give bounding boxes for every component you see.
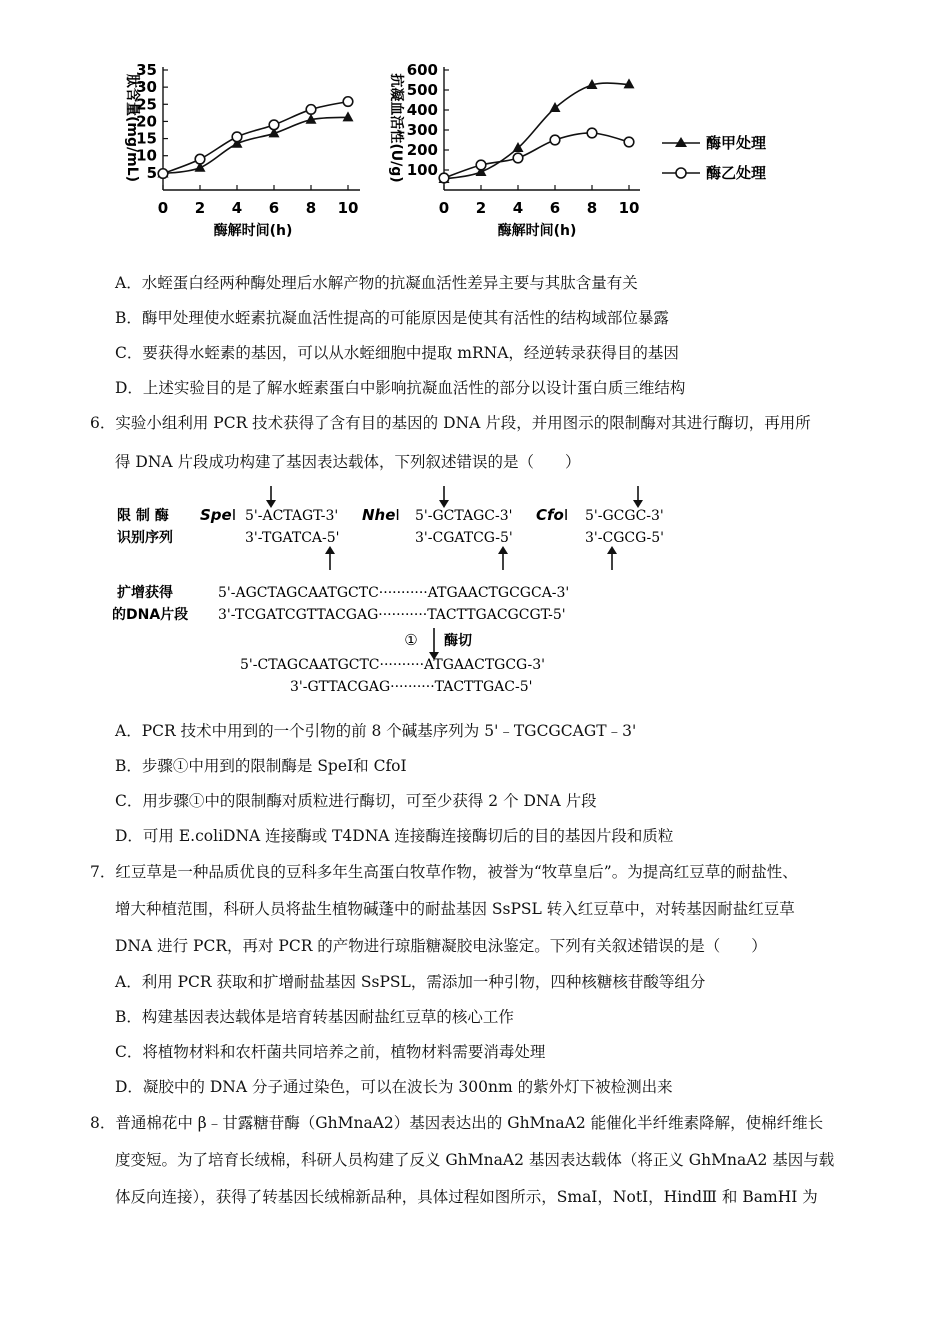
arrow-up-icon (607, 546, 617, 554)
series-line-triangle (444, 83, 629, 179)
data-point-circle (232, 132, 242, 142)
x-tick-label: 4 (512, 199, 524, 217)
anticoagulant-activity-chart (388, 61, 640, 239)
amplified-bottom-strand: 3'-TCGATCGTTACGAG···········TACTTGACGCGT-5' (218, 607, 566, 623)
amplified-label-line-2: 的DNA片段 (112, 607, 189, 623)
q6-option-b: B．步骤①中用到的限制酶是 SpeⅠ和 CfoⅠ (115, 757, 407, 775)
cfo-enzyme-name: CfoⅠ (536, 506, 569, 524)
cut-bottom-strand: 3'-GTTACGAG··········TACTTGAC-5' (290, 679, 533, 695)
q5-option-b: B．酶甲处理使水蛭素抗凝血活性提高的可能原因是使其有活性的结构域部位暴露 (115, 309, 669, 327)
data-point-circle (269, 120, 279, 130)
arrow-down-icon (266, 500, 276, 508)
q6-stem-line-2: 得 DNA 片段成功构建了基因表达载体，下列叙述错误的是（ ） (115, 453, 581, 471)
amplified-label-line-1: 扩增获得 (117, 585, 173, 601)
q5-option-c: C．要获得水蛭素的基因，可以从水蛭细胞中提取 mRNA，经逆转录获得目的基因 (115, 344, 679, 362)
x-tick-label: 6 (268, 199, 280, 217)
q7-option-b: B．构建基因表达载体是培育转基因耐盐红豆草的核心工作 (115, 1008, 514, 1026)
spe-bottom-sequence: 3'-TGATCA-5' (245, 530, 340, 546)
circle-marker-icon (676, 168, 686, 178)
data-point-triangle (550, 102, 561, 112)
step-label-digest: 酶切 (444, 633, 472, 649)
y-tick-label: 35 (136, 61, 157, 79)
q6-option-c: C．用步骤①中的限制酶对质粒进行酶切，可至少获得 2 个 DNA 片段 (115, 792, 597, 810)
x-tick-label: 10 (618, 199, 640, 217)
q7-stem-line-3: DNA 进行 PCR，再对 PCR 的产物进行琼脂糖凝胶电泳鉴定。下列有关叙述错误的是（ ） (115, 937, 767, 955)
nhe-top-sequence: 5'-GCTAGC-3' (415, 508, 513, 524)
data-point-circle (476, 160, 486, 170)
spe-top-sequence: 5'-ACTAGT-3' (245, 508, 339, 524)
q8-stem-line-3: 体反向连接），获得了转基因长绒棉新品种，具体过程如图所示，SmaⅠ，NotⅠ，HindⅢ 和 BamHⅠ 为 (115, 1188, 818, 1206)
x-axis-label: 酶解时间(h) (497, 223, 577, 239)
arrow-down-icon (633, 500, 643, 508)
q8-stem-line-1: 8．普通棉花中 β﹣甘露糖苷酶（GhMnaA2）基因表达出的 GhMnaA2 能催化半纤维素降解，使棉纤维长 (90, 1114, 824, 1132)
y-tick-label: 15 (136, 129, 157, 148)
data-point-circle (158, 169, 168, 179)
data-point-circle (195, 154, 205, 164)
q7-stem-line-2: 增大种植范围，科研人员将盐生植物碱蓬中的耐盐基因 SsPSL 转入红豆草中，对转基因耐盐红豆草 (115, 900, 795, 918)
q7-option-d: D．凝胶中的 DNA 分子通过染色，可以在波长为 300nm 的紫外灯下被检测出来 (115, 1078, 673, 1096)
chart-legend (662, 134, 767, 182)
x-tick-label: 10 (337, 199, 359, 217)
data-point-circle (550, 135, 560, 145)
step-number: ① (404, 631, 418, 649)
data-point-circle (587, 128, 597, 138)
x-tick-label: 2 (194, 199, 206, 217)
x-tick-label: 8 (305, 199, 317, 217)
y-tick-label: 200 (406, 141, 438, 159)
q6-stem-line-1: 6．实验小组利用 PCR 技术获得了含有目的基因的 DNA 片段，并用图示的限制酶对其进行酶切，再用所 (90, 414, 811, 432)
legend-label-enzyme-a: 酶甲处理 (706, 134, 767, 152)
data-point-circle (513, 153, 523, 163)
data-point-triangle (343, 111, 354, 121)
arrow-up-icon (498, 546, 508, 554)
arrow-up-icon (325, 546, 335, 554)
y-tick-label: 100 (406, 161, 438, 179)
data-point-circle (439, 173, 449, 183)
y-tick-label: 10 (136, 146, 157, 165)
x-tick-label: 2 (475, 199, 487, 217)
y-tick-label: 600 (406, 61, 438, 79)
y-tick-label: 300 (406, 121, 438, 139)
x-tick-label: 0 (438, 199, 450, 217)
amplified-top-strand: 5'-AGCTAGCAATGCTC···········ATGAACTGCGCA-3' (218, 585, 570, 601)
arrow-down-icon (439, 500, 449, 508)
y-axis-label: 抗凝血活性(U/g) (388, 73, 404, 183)
y-tick-label: 30 (136, 78, 157, 97)
q8-stem-line-2: 度变短。为了培育长绒棉，科研人员构建了反义 GhMnaA2 基因表达载体（将正义 GhMnaA2 基因与载 (115, 1151, 835, 1169)
x-tick-label: 8 (586, 199, 598, 217)
q7-stem-line-1: 7．红豆草是一种品质优良的豆科多年生高蛋白牧草作物，被誉为“牧草皇后”。为提高红豆草的耐盐性、 (90, 863, 798, 881)
enzyme-label-line-2: 识别序列 (117, 530, 173, 546)
x-tick-label: 0 (157, 199, 169, 217)
series-line-triangle (163, 117, 348, 173)
data-point-circle (343, 97, 353, 107)
spe-enzyme-name: SpeⅠ (200, 506, 237, 524)
x-tick-label: 6 (549, 199, 561, 217)
cfo-top-sequence: 5'-GCGC-3' (585, 508, 664, 524)
q5-option-a: A．水蛭蛋白经两种酶处理后水解产物的抗凝血活性差异主要与其肽含量有关 (115, 274, 638, 292)
q7-option-a: A．利用 PCR 获取和扩增耐盐基因 SsPSL，需添加一种引物，四种核糖核苷酸等组分 (115, 973, 706, 991)
nhe-bottom-sequence: 3'-CGATCG-5' (415, 530, 513, 546)
y-tick-label: 25 (136, 95, 157, 114)
peptide-content-chart (124, 61, 360, 239)
y-tick-label: 5 (146, 163, 157, 182)
y-axis-label: 肽含量(mg/mL) (124, 73, 140, 183)
q5-option-d: D．上述实验目的是了解水蛭素蛋白中影响抗凝血活性的部分以设计蛋白质三维结构 (115, 379, 686, 397)
x-axis-label: 酶解时间(h) (213, 223, 293, 239)
y-tick-label: 400 (406, 101, 438, 119)
data-point-circle (306, 105, 316, 115)
cut-top-strand: 5'-CTAGCAATGCTC··········ATGAACTGCG-3' (240, 657, 545, 673)
series-line-circle (444, 133, 629, 178)
q6-option-a: A．PCR 技术中用到的一个引物的前 8 个碱基序列为 5'﹣TGCGCAGT﹣3' (115, 722, 637, 740)
q7-option-c: C．将植物材料和农杆菌共同培养之前，植物材料需要消毒处理 (115, 1043, 546, 1061)
legend-label-enzyme-b: 酶乙处理 (706, 164, 767, 182)
chart-figure (0, 0, 950, 250)
y-tick-label: 500 (406, 81, 438, 99)
q6-option-d: D．可用 E.coliDNA 连接酶或 T4DNA 连接酶连接酶切后的目的基因片段和质粒 (115, 827, 674, 845)
enzyme-label-line-1: 限 制 酶 (117, 508, 169, 524)
triangle-marker-icon (675, 137, 687, 147)
x-tick-label: 4 (231, 199, 243, 217)
y-tick-label: 20 (136, 112, 157, 131)
data-point-triangle (624, 78, 635, 88)
restriction-enzyme-figure (0, 480, 950, 700)
cfo-bottom-sequence: 3'-CGCG-5' (585, 530, 665, 546)
data-point-circle (624, 137, 634, 147)
nhe-enzyme-name: NheⅠ (362, 506, 400, 524)
